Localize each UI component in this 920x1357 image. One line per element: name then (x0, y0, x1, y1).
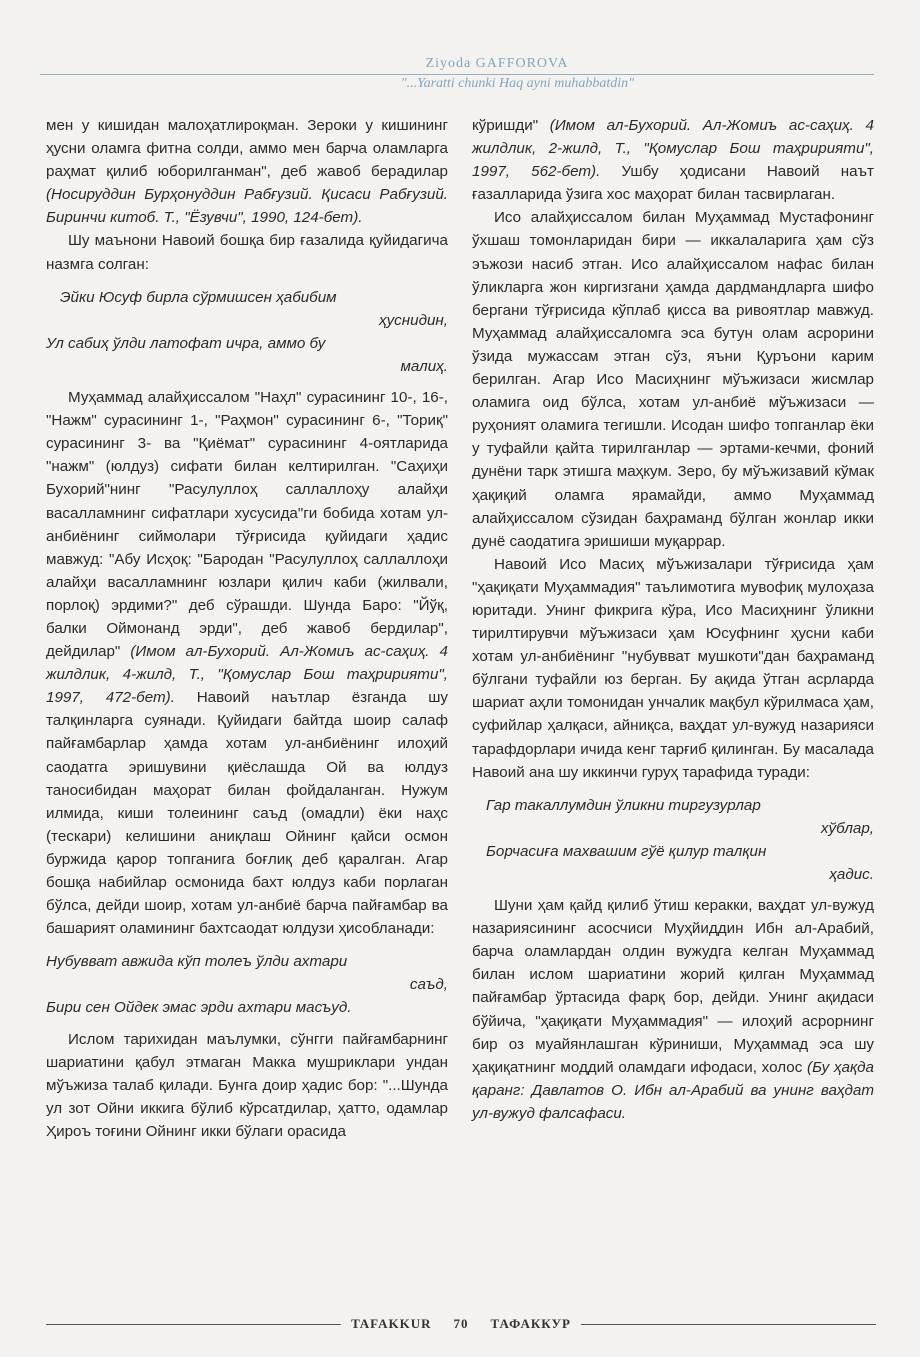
verse-line: Ул сабиҳ ўлди латофат ичра, аммо бу (46, 334, 326, 352)
paragraph-text: Муҳаммад алайҳиссалом "Наҳл" сурасининг 10-, 16-, "Нажм" сурасининг 1-, "Раҳмон" сурасининг 6-, "Ториқ" сурасининг 3- ва "Қиёмат" сурасининг 4-оятларида "нажм" (юлдуз) сифати билан келтирилган. "Саҳиҳи Бухорий"нинг "Расулуллоҳ саллаллоҳу алайҳи васалламнинг сифатлари хусусида"ги бобида хотам ул-анбиёнинг сиймолари тўғрисида қуйидаги ҳадис мавжуд: "Абу Исҳоқ: "Бародан "Расулуллоҳ саллаллоҳи алайҳи васалламнинг юзлари қилич каби (жилвали, порлоқ) эрдими?" деб сўрашди. Шунда Баро: "Йўқ, балки Оймонанд эрди", деб жавоб бердилар", дейдилар" (46, 389, 448, 661)
paragraph-text: Шуни ҳам қайд қилиб ўтиш керакки, ваҳдат ул-вужуд назариясининг асосчиси Муҳйиддин Ибн ал-Арабий, барча оламлардан олдин вужудга келган Муҳаммад билан ислом шариатини жорий қилган Муҳаммад пайғамбар ўртасида фарқ бор, дейди. Унинг ақидаси бўйича, "ҳақиқати Муҳаммадия" — илоҳий асрорнинг бир оз муайянлашган кўриниши, Муҳаммад эса шу ҳақиқатнинг моддий оламдаги ифодаси, холос (472, 897, 874, 1076)
paragraph-text: мен у кишидан малоҳатлироқман. Зероки у кишининг ҳусни оламга фитна солди, аммо мен барча оламларга раҳмат қилиб юборилганман", деб жавоб берадилар (46, 117, 448, 181)
paragraph: Навоий Исо Масиҳ мўъжизалари тўғрисида ҳам "ҳақиқати Муҳаммадия" таълимотига мувофиқ мулоҳаза юритади. Унинг фикрига кўра, Исо Масиҳнинг ўликни тирилтирувчи мўъжизаси ҳам Юсуфнинг ҳусни каби хотам ул-анбиёнинг "нубувват мушкоти"дан баҳраманд бўлгани туфайли юз берган. Бу ақида ўтган асрларда шариат аҳли томонидан унчалик мақбул кўрилмаса ҳам, суфийлар ҳалқаси, айниқса, ваҳдат ул-вужуд назарияси тарафдорлари ичида кенг тарғиб қилинган. Бу масалада Навоий ана шу иккинчи гуруҳ тарафида туради: (472, 555, 874, 781)
paragraph: Шу маънони Навоий бошқа бир ғазалида қуйидагича назмга солган: (46, 232, 448, 273)
author-name: Ziyoda GAFFOROVA (425, 56, 569, 71)
paragraph: Ислом тарихидан маълумки, сўнгги пайғамбарнинг шариатини қабул этмаган Макка мушриклари ундан мўъжиза талаб қилади. Бунга доир ҳадис бор: "...Шунда ул зот Ойни иккига бўлиб кўрсатдилар, ҳатто, одамлар Ҳироъ тоғини Ойнинг икки бўлаги орасида (46, 1030, 448, 1140)
paragraph-text: кўришди" (472, 117, 550, 134)
footer-bar (46, 1316, 876, 1332)
citation: (Носируддин Бурҳонуддин Рабғузий. Қисаси Рабғузий. Биринчи китоб. Т., "Ёзувчи", 1990, 124-бет). (46, 186, 448, 227)
header-rule (40, 74, 874, 75)
verse-line: Борчасиға махвашим гўё қилур талқин (486, 842, 767, 860)
verse-line: Эйки Юсуф бирла сўрмишсен ҳабибим (60, 288, 337, 306)
verse-line: Бири сен Ойдек эмас эрди ахтари масъуд. (46, 999, 352, 1017)
citation: (Бу ҳақда қаранг: Давлатов О. Ибн ал-Арабий ва унинг ваҳдат ул-вужуд фалсафаси. (472, 1058, 874, 1122)
verse-block (46, 950, 448, 1019)
verse-line: Нубувват авжида кўп толеъ ўлди ахтари (46, 953, 348, 971)
verse-line: саъд, (409, 976, 448, 994)
verse-block (46, 286, 448, 378)
paragraph (472, 114, 874, 206)
left-column (46, 114, 448, 1143)
verse-line: малиҳ. (400, 357, 448, 375)
page-footer (46, 1316, 876, 1332)
article-title: "...Yaratti chunki Haq ayni muhabbatdin" (400, 76, 634, 91)
verse-line: Гар такаллумдин ўликни тиргузурлар (486, 796, 761, 814)
citation: (Имом ал-Бухорий. Ал-Жомиъ ас-саҳиҳ. 4 жилдлик, 4-жилд, Т., "Қомуслар Бош таҳририяти", 1997, 472-бет). (46, 643, 448, 707)
footer-magazine-cyrillic: ТАФАККУР (490, 1316, 571, 1331)
verse-line: хўблар, (820, 819, 874, 837)
footer-magazine-latin: TAFAKKUR (351, 1316, 432, 1331)
footer-rule-right (581, 1324, 876, 1325)
right-column (472, 114, 874, 1125)
page-number: 70 (453, 1316, 469, 1331)
paragraph (46, 386, 448, 940)
paragraph-text: Ушбу ҳодисани Навоий наът ғазалларида ўзига хос маҳорат билан тасвирлаган. (472, 163, 874, 204)
verse-line: ҳадис. (829, 866, 874, 883)
citation: (Имом ал-Бухорий. Ал-Жомиъ ас-саҳиҳ. 4 жилдлик, 2-жилд, Т., "Қомуслар Бош таҳририяти", 1997, 562-бет). (472, 117, 874, 181)
paragraph-text: Навоий наътлар ёзганда шу талқинларга суянади. Қуйидаги байтда шоир салаф пайғамбарлар ҳамда хотам ул-анбиёнинг илоҳий саодатга эришувини қиёслашда Ой ва юлдуз таносибидан маҳорат билан фойдаланган. Нужум илмида, киши толеининг саъд (омадли) ёки наҳс (тескари) келишини аниқлаш Ойнинг қайси осмон буржида қарор топганига боғлиқ деб қаралган. Агар бошқа набийлар осмонида бахт юлдуз каби порлаган бўлса, дейди шоир, хотам ул-анбиё барча пайғамбар ва башарият оламининг бахтсаодат юлдузи ҳисобланади: (46, 689, 449, 938)
verse-block (472, 794, 874, 886)
paragraph: Исо алайҳиссалом билан Муҳаммад Мустафонинг ўхшаш томонларидан бири — иккалаларига ҳам сўз эъжози насиб этган. Исо алайҳиссалом нафас билан ўликларга жон киргизгани ҳамда дардмандларга шифо бергани тўғрисида кўплаб қисса ва ривоятлар мавжуд. Муҳаммад алайҳиссаломга эса бутун олам асрорини ўзида мужассам этган сўз, яъни Қуръони карим берилган. Агар Исо Масиҳнинг мўъжизаси жисмлар оламига оид бўлса, хотам ул-анбиё мўъжизаси — руҳоният оламига тегишли. Исодан шифо топганлар ёки у туфайли қайта тирилганлар — эртами-кечми, фоний дунёни тарк этишга маҳкум. Зеро, бу мўъжизавий кўмак ҳақиқий оламга ярамайди, аммо Муҳаммад алайҳиссалом сўзидан баҳраманд бўлган жонлар икки дунё саодатига эришиши муқаррар. (472, 209, 874, 550)
paragraph (472, 894, 874, 1125)
footer-rule-left (46, 1324, 341, 1325)
paragraph (46, 114, 448, 229)
running-header (40, 56, 874, 92)
verse-line: ҳуснидин, (378, 311, 448, 329)
